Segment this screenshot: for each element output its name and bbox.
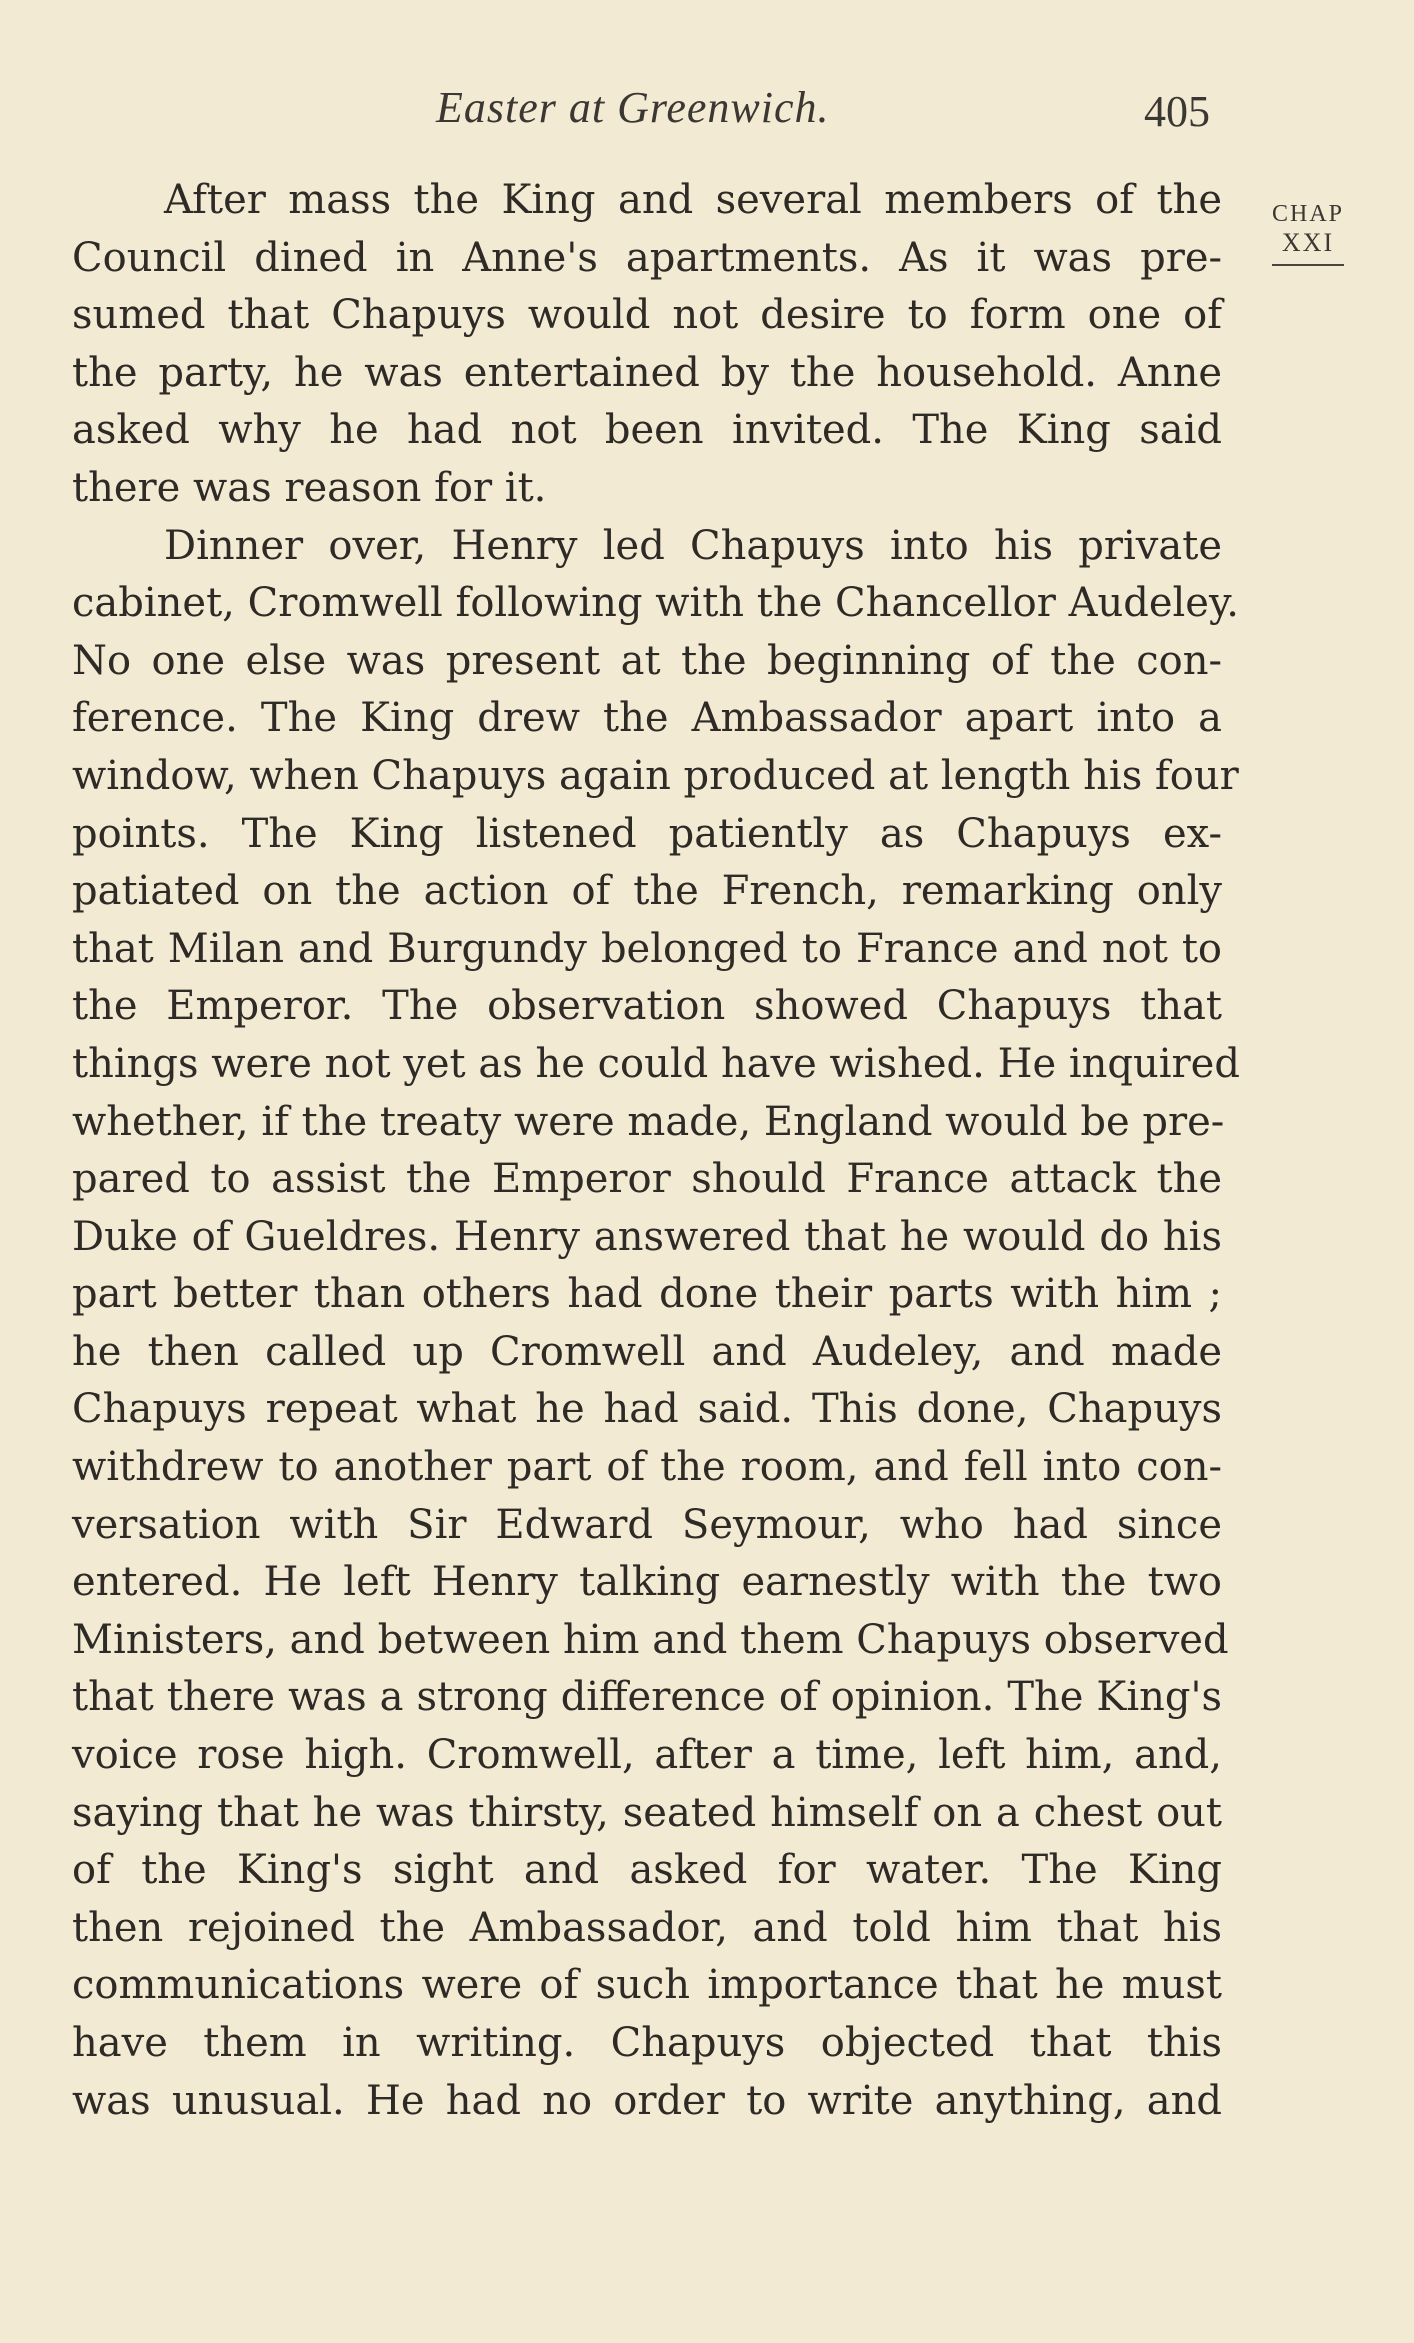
text-line: After mass the King and several members of the — [164, 177, 1222, 223]
text-line: communications were of such importance that he must — [72, 1962, 1222, 2009]
text-line: voice rose high. Cromwell, after a time, left him, and, — [72, 1732, 1222, 1779]
text-line: the Emperor. The observation showed Chapuys that — [72, 983, 1222, 1030]
text-line: pared to assist the Emperor should France attack the — [72, 1156, 1222, 1203]
text-line: part better than others had done their parts with him ; — [72, 1271, 1222, 1318]
text-line: points. The King listened patiently as Chapuys ex- — [72, 810, 1222, 857]
chapter-label: CHAP — [1271, 201, 1345, 227]
page-number: 405 — [1144, 87, 1210, 136]
text-line: that Milan and Burgundy belonged to France and not to — [72, 925, 1222, 972]
text-line: window, when Chapuys again produced at length his four — [72, 752, 1239, 799]
chapter-marginal-label — [1258, 202, 1358, 266]
text-line: there was reason for it. — [72, 464, 547, 511]
text-line: was unusual. He had no order to write anything, and — [72, 2077, 1222, 2124]
text-line: then rejoined the Ambassador, and told him that his — [72, 1904, 1222, 1951]
chapter-number: XXI — [1281, 228, 1335, 257]
text-line: No one else was present at the beginning of the con- — [72, 637, 1222, 684]
text-line: Chapuys repeat what he had said. This done, Chapuys — [72, 1386, 1222, 1433]
text-line: Duke of Gueldres. Henry answered that he would do his — [72, 1213, 1222, 1260]
body-text — [72, 172, 1240, 2130]
running-title: Easter at Greenwich. — [436, 83, 830, 132]
text-line: of the King's sight and asked for water. The King — [72, 1847, 1222, 1894]
text-line: saying that he was thirsty, seated himself on a chest out — [72, 1789, 1222, 1836]
chapter-rule — [1272, 264, 1344, 266]
text-line: things were not yet as he could have wished. He inquired — [72, 1040, 1240, 1087]
text-line: Council dined in Anne's apartments. As it was pre- — [72, 234, 1222, 281]
text-line: he then called up Cromwell and Audeley, and made — [72, 1328, 1222, 1375]
text-line: Ministers, and between him and them Chapuys observed — [72, 1616, 1229, 1663]
text-line: ference. The King drew the Ambassador apart into a — [72, 695, 1222, 742]
text-line: patiated on the action of the French, remarking only — [72, 868, 1222, 915]
text-line: whether, if the treaty were made, England would be pre- — [72, 1098, 1225, 1145]
text-line: versation with Sir Edward Seymour, who had since — [72, 1501, 1222, 1548]
text-line: sumed that Chapuys would not desire to form one of — [72, 292, 1222, 339]
text-line: that there was a strong difference of opinion. The King's — [72, 1674, 1222, 1721]
text-line: have them in writing. Chapuys objected that this — [72, 2020, 1222, 2066]
text-line: Dinner over, Henry led Chapuys into his private — [164, 522, 1222, 569]
text-line: cabinet, Cromwell following with the Chancellor Audeley. — [72, 580, 1239, 627]
text-line: asked why he had not been invited. The King said — [72, 407, 1222, 454]
text-line: withdrew to another part of the room, and fell into con- — [72, 1444, 1222, 1491]
text-line: entered. He left Henry talking earnestly with the two — [72, 1559, 1222, 1606]
text-line: the party, he was entertained by the household. Anne — [72, 349, 1222, 396]
